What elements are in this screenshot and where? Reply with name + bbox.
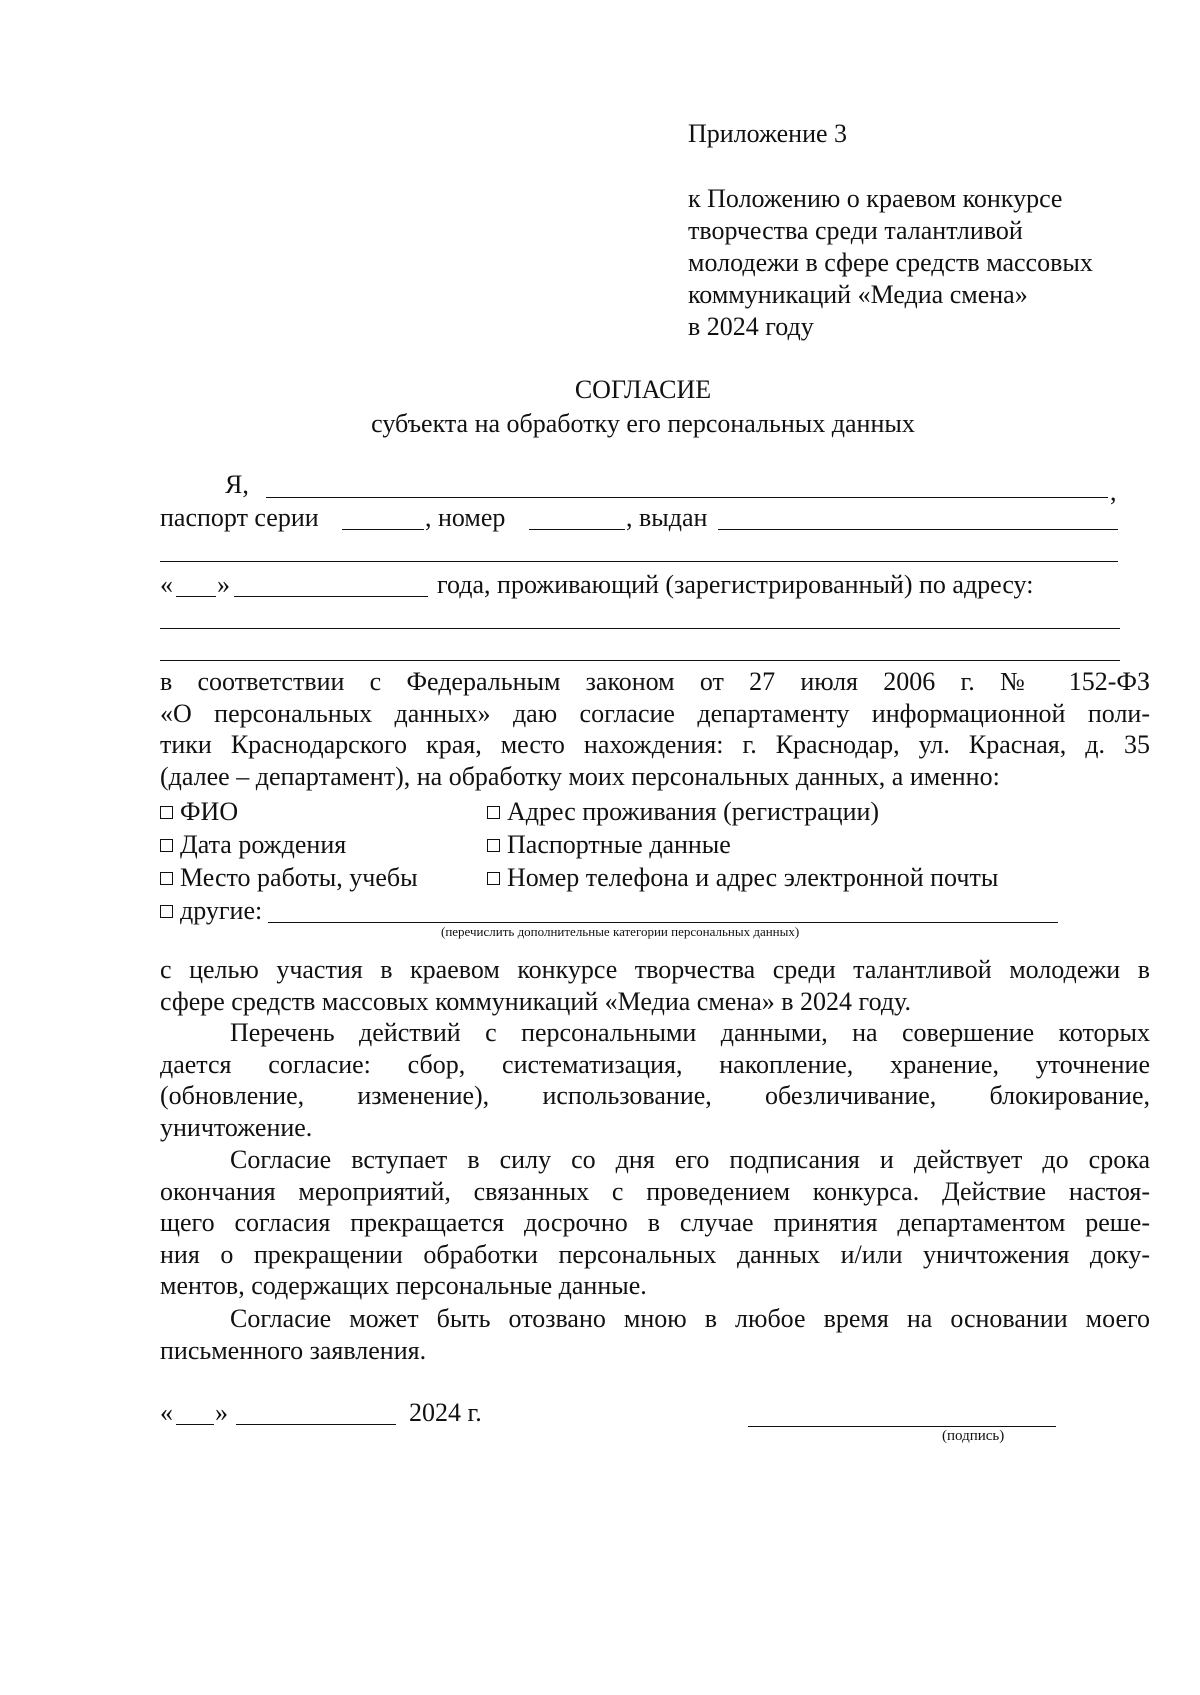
checkbox-label: другие: [180,896,263,925]
paragraph-line: письменного заявления. [160,1335,427,1365]
checkbox-work-study[interactable] [160,865,418,891]
paragraph-line: ния о прекращении обработки персональных данных и/или уничтожения доку- [160,1239,1150,1269]
paragraph-line: в соответствии с Федеральным законом от 27 июля 2006 г. № 152-ФЗ [160,667,1150,696]
reference-line: молодежи в сфере средств массовых [688,248,1093,277]
paragraph-line: ментов, содержащих персональные данные. [160,1271,647,1300]
sign-date-close-quote: » [215,1398,228,1427]
purpose-paragraph [160,954,1150,1017]
actions-paragraph [160,1017,1150,1143]
signature-field[interactable] [748,1426,1056,1427]
paragraph-line: тики Краснодарского края, место нахождения: г. Краснодар, ул. Красная, д. 35 [160,730,1150,759]
paragraph-line: уничтожение. [160,1112,313,1142]
sign-date-open-quote: « [160,1398,173,1427]
paragraph-line: с целью участия в краевом конкурсе творчества среди талантливой молодежи в [160,955,1150,984]
ya-label: Я, [225,470,249,499]
checkbox-square-icon [160,806,173,819]
address-field-continuation[interactable] [160,660,1120,661]
reference-line: к Положению о краевом конкурсе [688,184,1063,213]
checkbox-other[interactable] [160,898,262,924]
signature-hint: (подпись) [942,1428,1005,1444]
reference-line: творчества среди талантливой [688,216,1023,245]
passport-issued-field[interactable] [718,529,1118,530]
checkbox-fio[interactable] [160,799,238,825]
passport-number-field[interactable] [529,529,625,530]
paragraph-line: «О персональных данных» даю согласие департаменту информационной поли- [160,698,1150,728]
reference-line: коммуникаций «Медиа смена» [688,280,1028,309]
checkbox-phone-email[interactable] [487,865,998,891]
passport-series-field[interactable] [342,529,424,530]
other-categories-field[interactable] [268,922,1058,923]
checkbox-label: Адрес проживания (регистрации) [507,797,880,826]
checkbox-square-icon [487,872,500,885]
issue-month-field[interactable] [234,596,428,597]
checkbox-square-icon [487,839,500,852]
issue-day-field[interactable] [176,596,216,597]
sign-month-field[interactable] [236,1424,396,1425]
paragraph-line: сфере средств массовых коммуникаций «Медиа смена» в 2024 году. [160,986,911,1016]
address-field[interactable] [160,628,1120,629]
checkbox-square-icon [160,872,173,885]
residence-label: года, проживающий (зарегистрированный) по адресу: [437,570,1034,599]
checkbox-label: Номер телефона и адрес электронной почты [507,863,999,892]
revoke-paragraph [160,1303,1150,1366]
checkbox-square-icon [160,839,173,852]
document-subtitle: субъекта на обработку его персональных данных [371,409,915,438]
document-title: СОГЛАСИЕ [574,375,712,404]
paragraph-line: (далее – департамент), на обработку моих персональных данных, а именно: [160,761,1000,791]
paragraph-line: Перечень действий с персональными данными, на совершение которых [230,1018,1150,1047]
paragraph-line: Согласие может быть отозвано мною в любое время на основании моего [230,1304,1150,1333]
issued-by-continuation-field[interactable] [160,561,1118,562]
other-categories-hint: (перечислить дополнительные категории персональных данных) [441,924,800,939]
paragraph-line: Согласие вступает в силу со дня его подписания и действует до срока [230,1145,1150,1174]
passport-number-label: , номер [425,503,506,532]
paragraph-line: (обновление, изменение), использование, обезличивание, блокирование, [160,1081,1150,1110]
validity-paragraph [160,1144,1150,1302]
reference-line: в 2024 году [688,312,814,341]
checkbox-label: Паспортные данные [507,830,731,859]
checkbox-square-icon [160,905,173,918]
passport-series-label: паспорт серии [160,503,319,532]
checkbox-label: ФИО [180,797,239,826]
appendix-label: Приложение 3 [688,119,848,148]
consent-intro-paragraph [160,666,1150,792]
checkbox-label: Дата рождения [180,830,347,859]
sign-day-field[interactable] [176,1424,214,1425]
checkbox-passport-data[interactable] [487,832,731,858]
sign-year-label: 2024 г. [409,1398,482,1427]
checkbox-label: Место работы, учебы [180,863,418,892]
checkbox-residence-address[interactable] [487,799,879,825]
paragraph-line: окончания мероприятий, связанных с проведением конкурса. Действие настоя- [160,1176,1150,1206]
checkbox-birth-date[interactable] [160,832,346,858]
full-name-field[interactable] [266,497,1108,498]
issue-date-open-quote: « [160,570,173,599]
passport-issued-label: , выдан [626,503,708,532]
paragraph-line: дается согласие: сбор, систематизация, накопление, хранение, уточнение [160,1049,1150,1079]
checkbox-square-icon [487,806,500,819]
issue-date-close-quote: » [217,570,230,599]
paragraph-line: щего согласия прекращается досрочно в случае принятия департаментом реше- [160,1208,1150,1237]
comma-mark: , [1110,477,1117,506]
